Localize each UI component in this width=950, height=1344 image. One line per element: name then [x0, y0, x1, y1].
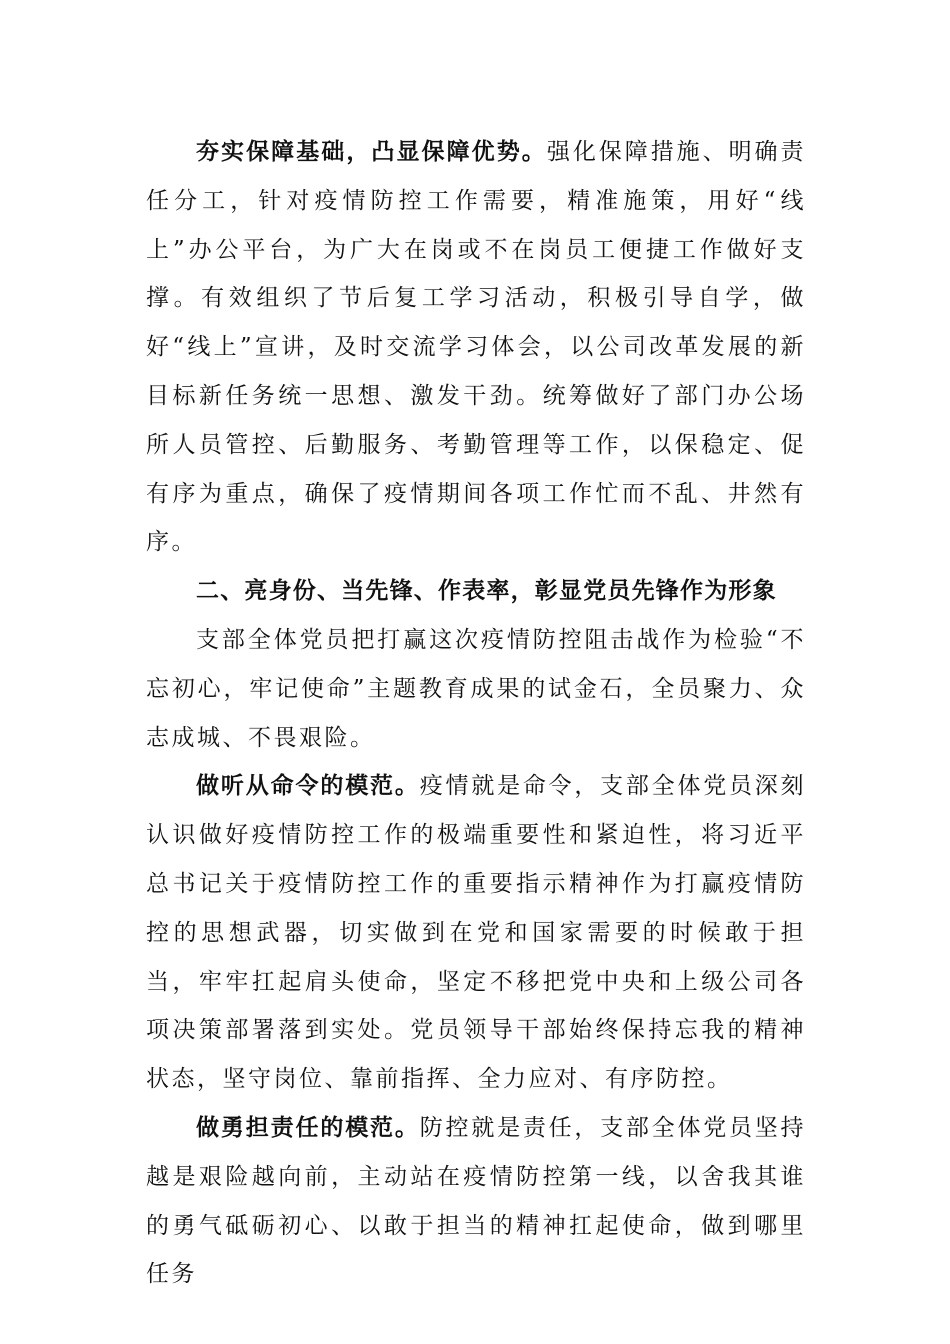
paragraph-take-responsibility — [146, 1104, 806, 1299]
paragraph-body: 强化保障措施、明确责任分工，针对疫情防控工作需要，精准施策，用好“线上”办公平台，为广大在岗或不在岗员工便捷工作做好支撑。有效组织了节后复工学习活动，积极引导自学，做好“线上”宣讲，及时交流学习体会，以公司改革发展的新目标新任务统一思想、激发干劲。统筹做好了部门办公场所人员管控、后勤服务、考勤管理等工作，以保稳定、促有序为重点，确保了疫情期间各项工作忙而不乱、井然有序。 — [146, 139, 807, 556]
section-heading: 二、亮身份、当先锋、作表率，彰显党员先锋作为形象 — [196, 578, 777, 605]
paragraph-lead: 做听从命令的模范。 — [196, 773, 420, 800]
document-page — [146, 128, 806, 1299]
paragraph-body: 防控就是责任，支部全体党员坚持越是艰险越向前，主动站在疫情防控第一线，以舍我其谁的勇气砥砺初心、以敢于担当的精神扛起使命，做到哪里任务 — [146, 1114, 807, 1288]
paragraph-support-guarantee — [146, 128, 806, 567]
section-intro: 支部全体党员把打赢这次疫情防控阻击战作为检验“不忘初心，牢记使命”主题教育成果的试金石，全员聚力、众志成城、不畏艰险。 — [146, 626, 806, 751]
paragraph-body: 疫情就是命令，支部全体党员深刻认识做好疫情防控工作的极端重要性和紧迫性，将习近平总书记关于疫情防控工作的重要指示精神作为打赢疫情防控的思想武器，切实做到在党和国家需要的时候敢于担当，牢牢扛起肩头使命，坚定不移把党中央和上级公司各项决策部署落到实处。党员领导干部始终保持忘我的精神状态，坚守岗位、靠前指挥、全力应对、有序防控。 — [146, 773, 807, 1093]
paragraph-lead: 做勇担责任的模范。 — [196, 1114, 420, 1141]
paragraph-lead: 夯实保障基础，凸显保障优势。 — [196, 139, 547, 165]
paragraph-obey-orders — [146, 762, 806, 1104]
